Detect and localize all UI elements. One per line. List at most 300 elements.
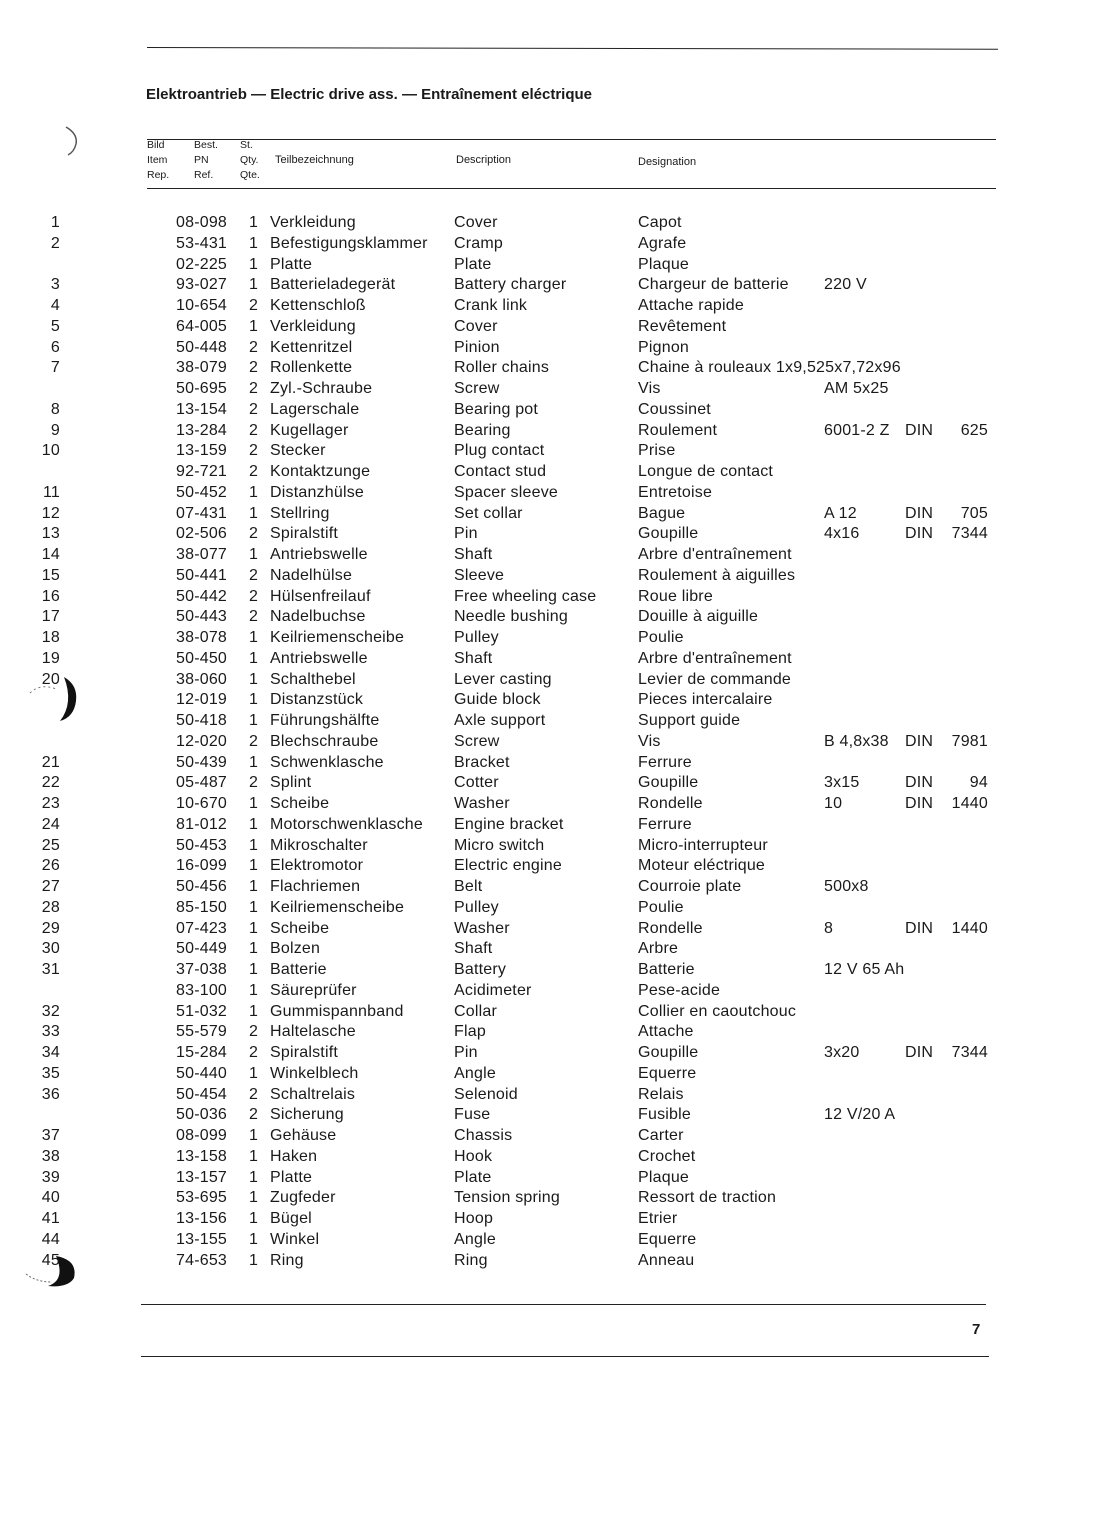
quantity: 1 — [249, 1002, 259, 1020]
english-description: Set collar — [454, 504, 523, 522]
quantity: 1 — [249, 836, 259, 854]
part-number: 13-159 — [176, 442, 228, 460]
item-number: 30 — [41, 940, 60, 958]
french-designation: Anneau — [638, 1251, 695, 1269]
german-name: Winkelblech — [270, 1064, 359, 1082]
item-number: 32 — [41, 1002, 60, 1020]
part-number: 50-441 — [176, 566, 228, 584]
english-description: Acidimeter — [454, 981, 532, 999]
standard-number: 94 — [969, 774, 988, 792]
part-number: 13-157 — [176, 1168, 228, 1186]
table-row — [0, 711, 1000, 732]
item-number: 44 — [41, 1230, 60, 1248]
item-number: 37 — [41, 1127, 60, 1144]
german-name: Keilriemenscheibe — [270, 898, 405, 916]
item-number: 3 — [50, 276, 60, 294]
table-row — [0, 504, 1000, 525]
item-number: 20 — [41, 670, 60, 688]
standard: DIN — [905, 732, 934, 750]
quantity: 1 — [249, 504, 259, 522]
german-name: Kettenschloß — [270, 297, 366, 314]
quantity: 2 — [249, 442, 259, 460]
german-name: Platte — [270, 1168, 313, 1186]
french-designation: Longue de contact — [638, 463, 774, 480]
part-number: 13-154 — [176, 400, 228, 418]
table-row — [0, 794, 1000, 815]
quantity: 1 — [249, 214, 259, 231]
english-description: Shaft — [454, 940, 493, 958]
quantity: 1 — [249, 919, 259, 937]
table-row — [0, 524, 1000, 545]
english-description: Screw — [454, 380, 500, 397]
quantity: 1 — [249, 1251, 259, 1269]
item-number: 12 — [41, 504, 60, 522]
german-name: Zyl.-Schraube — [270, 380, 373, 397]
table-row — [0, 255, 1000, 276]
german-name: Säureprüfer — [270, 981, 357, 999]
quantity: 2 — [249, 338, 259, 356]
table-row — [0, 1168, 1000, 1189]
german-name: Scheibe — [270, 919, 330, 937]
part-number: 07-431 — [176, 504, 228, 522]
part-number: 38-079 — [176, 359, 228, 377]
standard: DIN — [905, 774, 934, 792]
table-row — [0, 545, 1000, 566]
french-designation: Attache — [638, 1023, 694, 1041]
header-french: Designation — [638, 156, 697, 168]
table-row — [0, 483, 1000, 504]
quantity: 1 — [249, 1189, 259, 1207]
table-row — [0, 587, 1000, 608]
table-row — [0, 421, 1000, 442]
table-row — [0, 960, 1000, 981]
part-number: 05-487 — [176, 774, 228, 792]
english-description: Cover — [454, 317, 498, 335]
standard-number: 7981 — [951, 732, 988, 750]
quantity: 1 — [249, 981, 259, 999]
german-name: Schwenklasche — [270, 753, 384, 771]
table-row — [0, 753, 1000, 774]
english-description: Battery — [454, 961, 507, 978]
english-description: Axle support — [454, 712, 546, 729]
french-designation: Agrafe — [638, 234, 687, 252]
german-name: Nadelbuchse — [270, 608, 366, 626]
english-description: Shaft — [454, 546, 493, 563]
part-number: 16-099 — [176, 857, 228, 875]
footer-bottom-rule — [141, 1356, 989, 1357]
standard: DIN — [905, 919, 934, 937]
french-designation: Ferrure — [638, 753, 692, 771]
english-description: Plate — [454, 1168, 492, 1186]
part-number: 13-155 — [176, 1230, 228, 1248]
quantity: 2 — [249, 297, 259, 314]
french-designation: Prise — [638, 442, 676, 460]
french-designation: Goupille — [638, 525, 699, 543]
table-row — [0, 898, 1000, 919]
quantity: 2 — [249, 566, 259, 584]
french-designation: Pieces intercalaire — [638, 691, 773, 709]
specification: 8 — [824, 919, 834, 937]
quantity: 2 — [249, 1023, 259, 1041]
quantity: 2 — [249, 463, 259, 480]
french-designation: Douille à aiguille — [638, 608, 759, 626]
english-description: Shaft — [454, 649, 493, 667]
part-number: 15-284 — [176, 1044, 228, 1061]
english-description: Pulley — [454, 898, 499, 916]
quantity: 1 — [249, 546, 259, 563]
standard-number: 7344 — [951, 1044, 988, 1061]
binder-hole-mark-top — [62, 124, 86, 158]
french-designation: Support guide — [638, 712, 741, 729]
german-name: Schaltrelais — [270, 1085, 356, 1103]
english-description: Flap — [454, 1023, 486, 1041]
english-description: Pin — [454, 525, 478, 543]
item-number: 1 — [50, 214, 60, 231]
english-description: Plug contact — [454, 442, 545, 460]
table-row — [0, 649, 1000, 670]
quantity: 1 — [249, 1127, 259, 1144]
quantity: 1 — [249, 898, 259, 916]
english-description: Micro switch — [454, 836, 545, 854]
german-name: Antriebswelle — [270, 546, 368, 563]
item-number: 24 — [41, 815, 60, 833]
german-name: Verkleidung — [270, 317, 356, 335]
part-number: 50-442 — [176, 587, 228, 605]
item-number: 40 — [41, 1189, 60, 1207]
item-number: 26 — [41, 857, 60, 875]
english-description: Pulley — [454, 629, 499, 646]
item-number: 14 — [41, 546, 60, 563]
item-number: 28 — [41, 898, 60, 916]
german-name: Kugellager — [270, 421, 349, 439]
german-name: Batterieladegerät — [270, 276, 396, 294]
french-designation: Plaque — [638, 1168, 690, 1186]
specification: 220 V — [824, 276, 867, 294]
quantity: 2 — [249, 774, 259, 792]
quantity: 2 — [249, 525, 259, 543]
english-description: Bracket — [454, 753, 510, 771]
english-description: Belt — [454, 878, 483, 895]
table-row — [0, 628, 1000, 649]
german-name: Gummispannband — [270, 1002, 404, 1020]
item-number: 5 — [50, 317, 60, 335]
table-row — [0, 1251, 1000, 1272]
item-number: 41 — [41, 1210, 60, 1227]
english-description: Engine bracket — [454, 815, 564, 833]
french-designation: Moteur eléctrique — [638, 857, 766, 875]
part-number: 50-439 — [176, 753, 228, 771]
table-row — [0, 1147, 1000, 1168]
quantity: 2 — [249, 732, 259, 750]
specification: 12 V 65 Ah — [824, 961, 905, 978]
german-name: Ring — [270, 1251, 304, 1269]
german-name: Bolzen — [270, 940, 321, 958]
part-number: 51-032 — [176, 1002, 228, 1020]
table-row — [0, 400, 1000, 421]
french-designation: Ferrure — [638, 815, 692, 833]
quantity: 1 — [249, 629, 259, 646]
german-name: Platte — [270, 255, 313, 273]
table-row — [0, 690, 1000, 711]
french-designation: Rondelle — [638, 795, 703, 812]
item-number: 7 — [50, 359, 60, 377]
quantity: 2 — [249, 400, 259, 418]
item-number: 38 — [41, 1147, 60, 1165]
quantity: 1 — [249, 255, 259, 273]
standard: DIN — [905, 1044, 934, 1061]
quantity: 1 — [249, 961, 259, 978]
top-rule — [147, 47, 998, 50]
french-designation: Equerre — [638, 1064, 697, 1082]
part-number: 50-453 — [176, 836, 228, 854]
quantity: 2 — [249, 1044, 259, 1061]
french-designation: Micro-interrupteur — [638, 836, 768, 854]
part-number: 38-078 — [176, 629, 228, 646]
french-designation: Equerre — [638, 1230, 697, 1248]
table-row — [0, 1105, 1000, 1126]
item-number: 36 — [41, 1085, 60, 1103]
specification: 3x20 — [824, 1044, 860, 1061]
english-description: Angle — [454, 1230, 496, 1248]
german-name: Rollenkette — [270, 359, 353, 377]
german-name: Splint — [270, 774, 312, 792]
table-row — [0, 773, 1000, 794]
french-designation: Relais — [638, 1085, 684, 1103]
table-row — [0, 441, 1000, 462]
part-number: 50-443 — [176, 608, 228, 626]
french-designation: Carter — [638, 1127, 684, 1144]
quantity: 1 — [249, 878, 259, 895]
german-name: Winkel — [270, 1230, 320, 1248]
quantity: 1 — [249, 940, 259, 958]
part-number: 37-038 — [176, 961, 228, 978]
german-name: Blechschraube — [270, 732, 379, 750]
english-description: Chassis — [454, 1127, 513, 1144]
french-designation: Pese-acide — [638, 981, 721, 999]
quantity: 1 — [249, 1210, 259, 1227]
item-number: 31 — [41, 961, 60, 978]
english-description: Pinion — [454, 338, 500, 356]
english-description: Tension spring — [454, 1189, 560, 1207]
german-name: Mikroschalter — [270, 836, 368, 854]
french-designation: Batterie — [638, 961, 695, 978]
table-row — [0, 1043, 1000, 1064]
french-designation: Coussinet — [638, 400, 711, 418]
item-number: 11 — [42, 483, 60, 501]
english-description: Guide block — [454, 691, 541, 709]
table-row — [0, 981, 1000, 1002]
german-name: Spiralstift — [270, 525, 338, 543]
german-name: Scheibe — [270, 795, 330, 812]
english-description: Pin — [454, 1044, 478, 1061]
standard-number: 1440 — [951, 795, 988, 812]
quantity: 1 — [249, 712, 259, 729]
french-designation: Chargeur de batterie — [638, 276, 789, 294]
item-number: 6 — [50, 338, 60, 356]
english-description: Washer — [454, 795, 510, 812]
part-number: 93-027 — [176, 276, 228, 294]
table-row — [0, 1188, 1000, 1209]
quantity: 1 — [249, 276, 259, 294]
part-number: 02-225 — [176, 255, 228, 273]
specification: 10 — [824, 795, 843, 812]
page-number: 7 — [972, 1321, 981, 1338]
table-row — [0, 213, 1000, 234]
english-description: Washer — [454, 919, 510, 937]
footer-top-rule — [141, 1304, 986, 1305]
item-number: 8 — [50, 400, 60, 418]
item-number: 10 — [41, 442, 60, 460]
french-designation: Vis — [638, 380, 661, 397]
item-number: 34 — [41, 1044, 60, 1061]
french-designation: Ressort de traction — [638, 1189, 777, 1207]
table-row — [0, 670, 1000, 691]
item-number: 29 — [41, 919, 60, 937]
german-name: Verkleidung — [270, 214, 356, 231]
german-name: Flachriemen — [270, 878, 361, 895]
german-name: Bügel — [270, 1210, 312, 1227]
standard: DIN — [905, 504, 934, 522]
table-row — [0, 317, 1000, 338]
quantity: 1 — [249, 691, 259, 709]
french-designation: Etrier — [638, 1210, 678, 1227]
table-row — [0, 566, 1000, 587]
specification: B 4,8x38 — [824, 732, 889, 750]
german-name: Antriebswelle — [270, 649, 368, 667]
french-designation: Capot — [638, 214, 682, 231]
header-qty: St. Qty. Qte. — [240, 139, 260, 181]
part-number: 07-423 — [176, 919, 228, 937]
quantity: 1 — [249, 649, 259, 667]
quantity: 2 — [249, 359, 259, 377]
part-number: 13-158 — [176, 1147, 228, 1165]
quantity: 1 — [249, 1168, 259, 1186]
table-row — [0, 1085, 1000, 1106]
french-designation: Roue libre — [638, 587, 713, 605]
french-designation: Pignon — [638, 338, 690, 356]
item-number: 13 — [41, 525, 60, 543]
item-number: 19 — [41, 649, 60, 667]
table-row — [0, 607, 1000, 628]
table-row — [0, 296, 1000, 317]
german-name: Stecker — [270, 442, 326, 460]
part-number: 38-077 — [176, 546, 228, 563]
quantity: 1 — [249, 317, 259, 335]
german-name: Batterie — [270, 961, 327, 978]
page-title: Elektroantrieb — Electric drive ass. — Entraînement eléctrique — [146, 86, 592, 103]
english-description: Angle — [454, 1064, 496, 1082]
standard-number: 625 — [960, 421, 988, 439]
part-number: 50-418 — [176, 712, 228, 729]
french-designation: Attache rapide — [638, 297, 744, 314]
english-description: Roller chains — [454, 359, 550, 377]
german-name: Haken — [270, 1147, 318, 1165]
german-name: Distanzstück — [270, 691, 364, 709]
quantity: 1 — [249, 753, 259, 771]
part-number: 50-450 — [176, 649, 228, 667]
english-description: Crank link — [454, 297, 528, 314]
french-designation: Courroie plate — [638, 878, 742, 895]
table-row — [0, 1064, 1000, 1085]
header-pn: Best. PN Ref. — [194, 139, 218, 181]
part-number: 55-579 — [176, 1023, 228, 1041]
english-description: Bearing pot — [454, 400, 539, 418]
english-description: Free wheeling case — [454, 587, 597, 605]
german-name: Keilriemenscheibe — [270, 629, 405, 646]
quantity: 1 — [249, 795, 259, 812]
item-number: 17 — [41, 608, 60, 626]
quantity: 2 — [249, 380, 259, 397]
table-row — [0, 1209, 1000, 1230]
french-designation: Rondelle — [638, 919, 703, 937]
english-description: Contact stud — [454, 463, 547, 480]
quantity: 2 — [249, 1085, 259, 1103]
part-number: 50-695 — [176, 380, 228, 397]
part-number: 53-431 — [176, 234, 228, 252]
french-designation: Crochet — [638, 1147, 696, 1165]
english-description: Plate — [454, 255, 492, 273]
item-number: 22 — [41, 774, 60, 792]
part-number: 64-005 — [176, 317, 228, 335]
standard: DIN — [905, 525, 934, 543]
french-designation: Poulie — [638, 629, 684, 646]
header-item: Bild Item Rep. — [147, 139, 170, 181]
header-bottom-rule — [147, 188, 996, 189]
french-designation: Entretoise — [638, 483, 713, 501]
german-name: Schalthebel — [270, 670, 356, 688]
french-designation: Poulie — [638, 898, 684, 916]
english-description: Bearing — [454, 421, 511, 439]
specification: AM 5x25 — [824, 380, 889, 397]
french-designation: Bague — [638, 504, 686, 522]
german-name: Haltelasche — [270, 1023, 356, 1041]
parts-list — [0, 213, 1000, 1271]
table-row — [0, 877, 1000, 898]
item-number: 23 — [41, 795, 60, 812]
english-description: Sleeve — [454, 566, 505, 584]
table-row — [0, 1230, 1000, 1251]
item-number: 21 — [41, 753, 60, 771]
quantity: 1 — [249, 483, 259, 501]
part-number: 50-448 — [176, 338, 228, 356]
header-top-rule — [147, 139, 996, 140]
specification: 6001-2 Z — [824, 421, 890, 439]
item-number: 18 — [41, 629, 60, 646]
quantity: 1 — [249, 1147, 259, 1165]
german-name: Gehäuse — [270, 1127, 337, 1144]
item-number: 35 — [41, 1064, 60, 1082]
french-designation: Vis — [638, 732, 661, 750]
part-number: 08-099 — [176, 1127, 228, 1144]
german-name: Nadelhülse — [270, 566, 353, 584]
english-description: Ring — [454, 1251, 488, 1269]
quantity: 1 — [249, 815, 259, 833]
french-designation: Goupille — [638, 774, 699, 792]
part-number: 50-456 — [176, 878, 228, 895]
part-number: 02-506 — [176, 525, 228, 543]
standard: DIN — [905, 795, 934, 812]
english-description: Spacer sleeve — [454, 483, 558, 501]
part-number: 12-020 — [176, 732, 228, 750]
part-number: 10-670 — [176, 795, 228, 812]
part-number: 50-440 — [176, 1064, 228, 1082]
table-row — [0, 1022, 1000, 1043]
table-row — [0, 836, 1000, 857]
item-number: 16 — [41, 587, 60, 605]
standard: DIN — [905, 421, 934, 439]
item-number: 15 — [41, 566, 60, 584]
quantity: 1 — [249, 1064, 259, 1082]
